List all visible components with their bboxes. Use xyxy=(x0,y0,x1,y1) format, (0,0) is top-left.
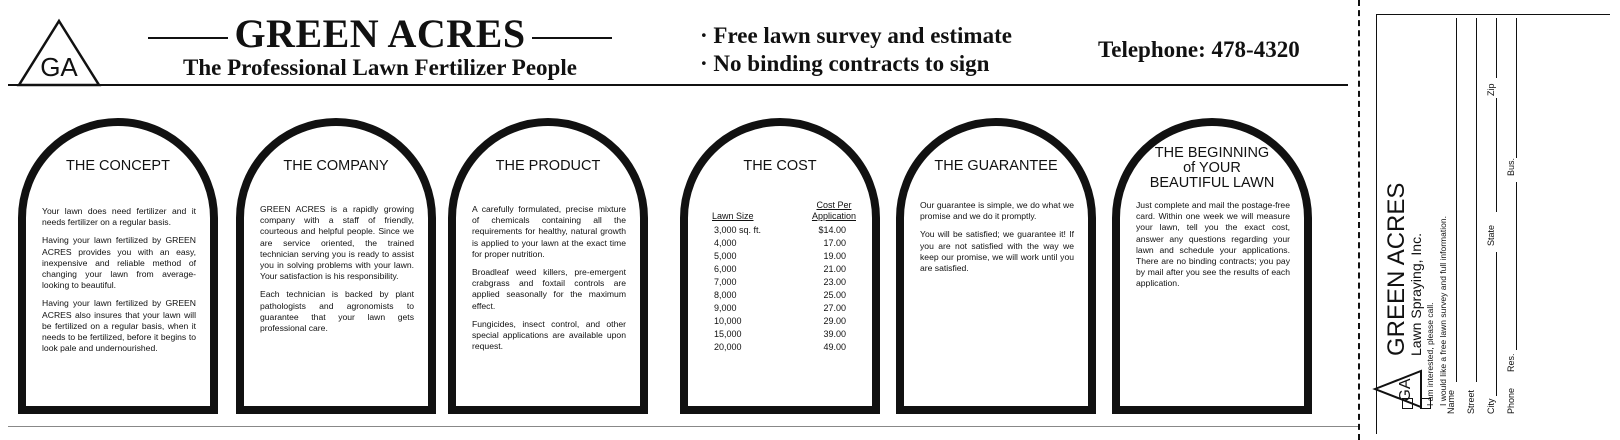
paragraph: Each technician is backed by plant pathologists and agronomists to guarantee that your lawn gets professional care. xyxy=(260,289,414,334)
card-title: THE COMPANY xyxy=(283,158,389,174)
zip-input-line[interactable] xyxy=(1496,18,1497,78)
cost-row xyxy=(702,224,860,237)
price-cell: 39.00 xyxy=(823,329,846,339)
card-body xyxy=(920,200,1074,281)
card-beginning xyxy=(1112,118,1312,414)
price-cell: 29.00 xyxy=(823,316,846,326)
field-street-label: Street xyxy=(1466,389,1476,414)
checkbox-interested[interactable] xyxy=(1402,398,1413,409)
lawn-size-cell: 6,000 xyxy=(714,264,737,274)
card-guarantee xyxy=(896,118,1096,414)
card-title: THE CONCEPT xyxy=(66,158,170,174)
paragraph: Broadleaf weed killers, pre-emergent crabgrass and foxtail controls are applied seasonally for the maximum effect. xyxy=(472,267,626,311)
title-line: BEAUTIFUL LAWN xyxy=(1149,175,1275,191)
lawn-size-cell: 8,000 xyxy=(714,290,737,300)
telephone: Telephone: 478-4320 xyxy=(1098,37,1300,62)
field-res-label: Res. xyxy=(1506,353,1516,372)
header-divider xyxy=(8,84,1348,86)
card-body xyxy=(42,206,196,361)
reply-card xyxy=(1366,0,1620,440)
paragraph: GREEN ACRES is a rapidly growing company with a staff of friendly, courteous and helpful people. Since we are service oriented, the trained technician serving you is ready to assist you in solving problems with your lawn. Your satisfaction is his responsibility. xyxy=(260,204,414,282)
card-title: THE COST xyxy=(743,158,817,174)
card-title: THE GUARANTEE xyxy=(934,158,1058,174)
lawn-size-cell: 7,000 xyxy=(714,277,737,287)
field-city-label: City xyxy=(1486,398,1496,414)
perforation-line xyxy=(1358,0,1360,440)
card-title xyxy=(1120,146,1304,191)
column-header-lawn-size: Lawn Size xyxy=(712,211,754,221)
paragraph: Fungicides, insect control, and other special applications are available upon request. xyxy=(472,318,626,352)
card-cost xyxy=(680,118,880,414)
cost-row xyxy=(702,315,860,328)
checkbox-free-survey[interactable] xyxy=(1420,398,1431,409)
reply-logo xyxy=(1372,368,1424,410)
lawn-size-cell: 5,000 xyxy=(714,251,737,261)
cost-row xyxy=(702,263,860,276)
city-input-line[interactable] xyxy=(1496,252,1497,396)
card-body xyxy=(260,204,414,341)
card-body xyxy=(472,204,626,359)
name-input-line[interactable] xyxy=(1456,18,1457,382)
feature-item: · Free lawn survey and estimate xyxy=(700,23,1012,48)
paragraph: Having your lawn fertilized by GREEN ACRES also insures that your lawn will be fertilized on a regular basis, when it needs to be fertilized, before it begins to look pale and undernourished. xyxy=(42,298,196,354)
cost-row xyxy=(702,328,860,341)
bottom-divider xyxy=(8,426,1358,427)
reply-company-name: GREEN ACRES xyxy=(1383,182,1410,356)
field-phone-label: Phone xyxy=(1506,387,1516,414)
lawn-size-cell: 9,000 xyxy=(714,303,737,313)
reply-logo-monogram: GA xyxy=(1397,378,1414,402)
field-bus-label: Bus. xyxy=(1506,157,1516,176)
card-company xyxy=(236,118,436,414)
price-cell: 21.00 xyxy=(823,264,846,274)
field-zip-label: Zip xyxy=(1486,83,1496,96)
paragraph: Just complete and mail the postage-free card. Within one week we will measure your lawn, tell you the exact cost, answer any questions regarding your lawn and schedule your applications. There are no binding contracts; you pay by mail after you see the results of each application. xyxy=(1136,200,1290,289)
state-input-line[interactable] xyxy=(1496,98,1497,212)
title-line: of YOUR xyxy=(1183,160,1241,176)
card-body xyxy=(1136,200,1290,297)
feature-list xyxy=(700,22,1012,78)
checkbox-interested-label: I am interested, please call. xyxy=(1425,302,1435,406)
feature-item: · No binding contracts to sign xyxy=(700,51,990,76)
street-input-line[interactable] xyxy=(1476,18,1477,382)
card-concept xyxy=(18,118,218,414)
logo-monogram: GA xyxy=(40,52,78,82)
lawn-size-cell: 3,000 sq. ft. xyxy=(714,225,762,235)
paragraph: A carefully formulated, precise mixture of chemicals containing all the requirements for healthy, natural growth is applied to your lawn at the exact time for proper nutrition. xyxy=(472,204,626,259)
field-state-label: State xyxy=(1486,224,1496,246)
cost-header-line2: Application xyxy=(811,211,856,221)
cost-rows xyxy=(702,224,860,354)
green-acres-logo xyxy=(16,18,102,88)
title-line: THE BEGINNING xyxy=(1154,145,1270,161)
brand-tagline: The Professional Lawn Fertilizer People xyxy=(183,55,577,80)
lawn-size-cell: 15,000 xyxy=(714,329,742,339)
price-cell: 19.00 xyxy=(823,251,846,261)
cost-row xyxy=(702,289,860,302)
column-header-cost xyxy=(812,200,860,222)
paragraph: Our guarantee is simple, we do what we promise and we do it promptly. xyxy=(920,200,1074,222)
price-cell: 17.00 xyxy=(823,238,846,248)
lawn-size-cell: 10,000 xyxy=(714,316,742,326)
card-title: THE PRODUCT xyxy=(495,158,601,174)
cost-row xyxy=(702,250,860,263)
field-name-label: Name xyxy=(1446,389,1456,414)
price-cell: 23.00 xyxy=(823,277,846,287)
price-cell: 27.00 xyxy=(823,303,846,313)
paragraph: Your lawn does need fertilizer and it needs fertilizer on a regular basis. xyxy=(42,206,196,228)
brand-title xyxy=(130,12,630,56)
cost-table-header xyxy=(702,200,860,222)
cost-row xyxy=(702,237,860,250)
brand-name: GREEN ACRES xyxy=(234,11,526,56)
price-cell: 49.00 xyxy=(823,342,846,352)
phone-res-input-line[interactable] xyxy=(1516,182,1517,350)
checkbox-free-survey-label: I would like a free lawn survey and full information. xyxy=(1438,216,1448,406)
price-cell: $14.00 xyxy=(818,225,846,235)
cost-row xyxy=(702,341,860,354)
price-cell: 25.00 xyxy=(823,290,846,300)
lawn-size-cell: 20,000 xyxy=(714,342,742,352)
reply-company-subtitle: Lawn Spraying, Inc. xyxy=(1408,233,1424,356)
cost-row xyxy=(702,276,860,289)
cost-header-line1: Cost Per xyxy=(816,200,852,210)
cost-table xyxy=(702,200,860,354)
cost-row xyxy=(702,302,860,315)
lawn-size-cell: 4,000 xyxy=(714,238,737,248)
paragraph: You will be satisfied; we guarantee it! If you are not satisfied with the way we keep our promise, we will work until you are satisfied. xyxy=(920,229,1074,274)
phone-bus-input-line[interactable] xyxy=(1516,18,1517,158)
paragraph: Having your lawn fertilized by GREEN ACRES provides you with an easy, inexpensive and reliable method of changing your lawn from average-looking to beautiful. xyxy=(42,235,196,291)
card-product xyxy=(448,118,648,414)
